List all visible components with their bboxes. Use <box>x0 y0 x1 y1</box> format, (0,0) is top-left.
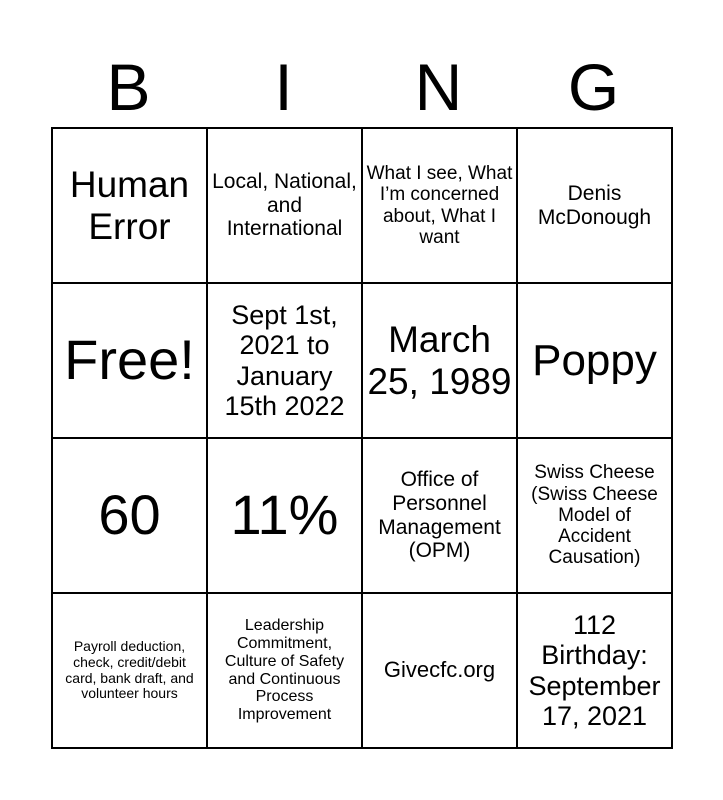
bingo-cell[interactable]: Givecfc.org <box>362 593 517 748</box>
bingo-header <box>51 48 671 126</box>
bingo-board <box>51 127 673 749</box>
bingo-cell[interactable]: 60 <box>52 438 207 593</box>
board-row <box>52 283 672 438</box>
bingo-cell[interactable]: Human Error <box>52 128 207 283</box>
board-row <box>52 593 672 748</box>
header-letter-b: B <box>106 50 151 124</box>
bingo-cell[interactable]: What I see, What I’m concerned about, What I want <box>362 128 517 283</box>
bingo-cell[interactable]: 11% <box>207 438 362 593</box>
header-letter-n: N <box>414 50 463 124</box>
bingo-cell[interactable]: Office of Personnel Management (OPM) <box>362 438 517 593</box>
bingo-cell[interactable]: Sept 1st, 2021 to January 15th 2022 <box>207 283 362 438</box>
bingo-cell[interactable]: 112 Birthday: September 17, 2021 <box>517 593 672 748</box>
header-letter-g: G <box>567 50 620 124</box>
header-letter-i: I <box>274 50 293 124</box>
bingo-cell[interactable]: Leadership Commitment, Culture of Safety and Continuous Process Improvement <box>207 593 362 748</box>
board-row <box>52 438 672 593</box>
bingo-cell[interactable]: Payroll deduction, check, credit/debit card, bank draft, and volunteer hours <box>52 593 207 748</box>
board-row <box>52 128 672 283</box>
bingo-cell[interactable]: Local, National, and International <box>207 128 362 283</box>
bingo-cell[interactable]: Denis McDonough <box>517 128 672 283</box>
bingo-cell[interactable]: March 25, 1989 <box>362 283 517 438</box>
bingo-cell[interactable]: Poppy <box>517 283 672 438</box>
bingo-cell[interactable]: Swiss Cheese (Swiss Cheese Model of Accident Causation) <box>517 438 672 593</box>
free-cell[interactable]: Free! <box>52 283 207 438</box>
